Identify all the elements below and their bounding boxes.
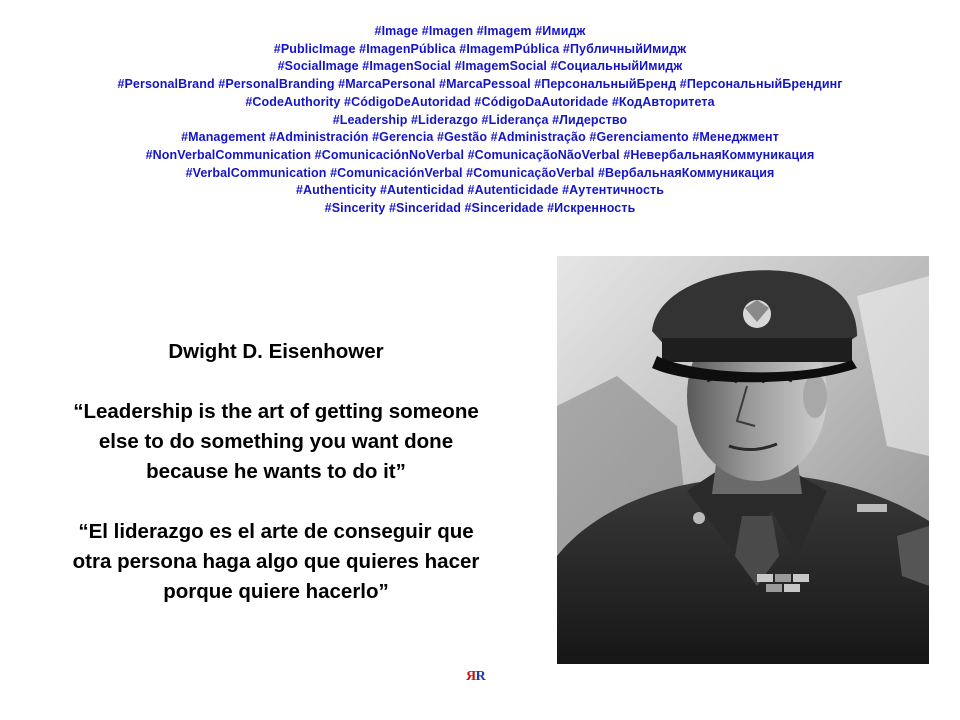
hashtag-line: #Leadership #Liderazgo #Liderança #Лидерство (332, 112, 628, 127)
quote-spanish-line: “El liderazgo es el arte de conseguir que (78, 520, 474, 543)
logo-letter: R (475, 669, 486, 684)
quote-english-line: “Leadership is the art of getting someone (73, 400, 479, 423)
quote-spanish-line: porque quiere hacerlo” (163, 580, 389, 603)
hashtag-line: #PublicImage #ImagenPública #ImagemPública #ПубличныйИмидж (273, 41, 687, 56)
hashtag-line: #PersonalBrand #PersonalBranding #MarcaPersonal #MarcaPessoal #ПерсональныйБренд #ПерсональныйБрендинг (117, 77, 843, 92)
quote-block (20, 337, 532, 607)
hashtag-line: #Authenticity #Autenticidad #Autenticidade #Аутентичность (295, 183, 665, 198)
spacer (20, 487, 532, 517)
hashtag-line: #SocialImage #ImagenSocial #ImagemSocial #СоциальныйИмидж (277, 59, 683, 74)
hashtag-line: #Image #Imagen #Imagem #Имидж (374, 24, 586, 38)
hashtag-line: #Management #Administración #Gerencia #Gestão #Administração #Gerenciamento #Менеджмент (181, 130, 779, 145)
logo-letter: Я (466, 669, 476, 684)
hashtag-block (0, 23, 960, 218)
hashtag-line: #CodeAuthority #CódigoDeAutoridad #CódigoDaAutoridade #КодАвторитета (245, 94, 715, 109)
hashtag-line: #NonVerbalCommunication #ComunicaciónNoVerbal #ComunicaçãoNãoVerbal #НевербальнаяКоммуникация (145, 147, 815, 162)
author-logo (466, 669, 485, 685)
hashtag-line: #Sincerity #Sinceridad #Sinceridade #Искренность (324, 201, 636, 216)
quote-english-line: because he wants to do it” (146, 460, 406, 483)
quote-author: Dwight D. Eisenhower (168, 340, 384, 363)
hashtag-line: #VerbalCommunication #ComunicaciónVerbal #ComunicaçãoVerbal #ВербальнаяКоммуникация (185, 165, 775, 180)
spacer (20, 367, 532, 397)
quote-spanish-line: otra persona haga algo que quieres hacer (72, 550, 480, 573)
portrait-photo (557, 256, 929, 664)
quote-english-line: else to do something you want done (98, 430, 454, 453)
